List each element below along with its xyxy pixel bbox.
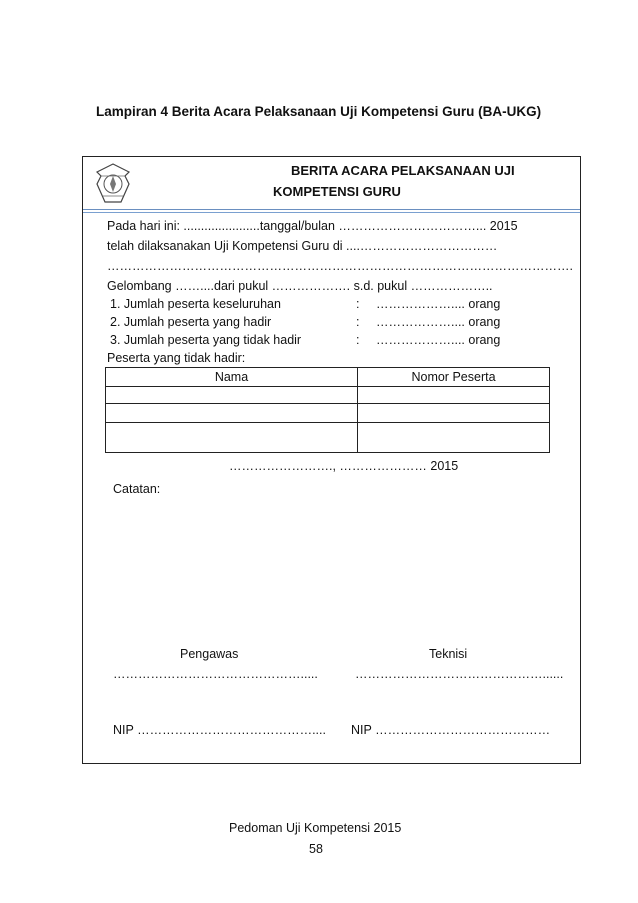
teknisi-nip-line: NIP …………………………………… xyxy=(351,723,551,737)
item-absent-label: 3. Jumlah peserta yang tidak hadir xyxy=(110,333,302,347)
table-cell xyxy=(358,387,550,404)
form-title-line-2: KOMPETENSI GURU xyxy=(273,184,401,199)
column-header-nama: Nama xyxy=(106,368,358,387)
title-separator xyxy=(83,209,580,210)
item-present-value: ……………….... orang xyxy=(376,315,501,329)
table-row xyxy=(106,387,550,404)
column-header-nomor-peserta: Nomor Peserta xyxy=(358,368,550,387)
item-absent-value: ……………….... orang xyxy=(376,333,501,347)
table-cell xyxy=(358,404,550,423)
table-row xyxy=(106,404,550,423)
page-heading: Lampiran 4 Berita Acara Pelaksanaan Uji Kompetensi Guru (BA-UKG) xyxy=(96,104,542,119)
table-header-row xyxy=(106,368,550,387)
day-date-line: Pada hari ini: ......................tanggal/bulan ……………………………... 2015 xyxy=(107,219,518,233)
table-cell xyxy=(358,423,550,453)
catatan-label: Catatan: xyxy=(113,482,161,496)
location-continuation-line: …………………………………………………………………………………………………. xyxy=(107,259,573,273)
item-total-colon: : xyxy=(356,297,360,311)
report-form-box xyxy=(82,156,581,764)
title-separator-second xyxy=(83,212,580,213)
absent-participants-table xyxy=(105,367,550,453)
location-line: telah dilaksanakan Uji Kompetensi Guru di ....…………………………… xyxy=(107,239,498,253)
page-number: 58 xyxy=(309,842,323,856)
item-total-label: 1. Jumlah peserta keseluruhan xyxy=(110,297,281,311)
pengawas-label: Pengawas xyxy=(180,647,239,661)
item-present-colon: : xyxy=(356,315,360,329)
tut-wuri-handayani-emblem-icon xyxy=(91,162,135,206)
form-title-line-1: BERITA ACARA PELAKSANAAN UJI xyxy=(291,163,515,178)
pengawas-signature-line: ………………………………………..... xyxy=(113,667,318,681)
footer-title: Pedoman Uji Kompetensi 2015 xyxy=(229,821,402,835)
session-time-line: Gelombang ……....dari pukul ………………. s.d. pukul ……………….. xyxy=(107,279,493,293)
table-cell xyxy=(106,423,358,453)
pengawas-nip-line: NIP …………………………………….... xyxy=(113,723,326,737)
table-cell xyxy=(106,404,358,423)
date-place-line: ……………………., ………………… 2015 xyxy=(229,459,459,473)
item-present-label: 2. Jumlah peserta yang hadir xyxy=(110,315,272,329)
item-absent-colon: : xyxy=(356,333,360,347)
table-row xyxy=(106,423,550,453)
table-cell xyxy=(106,387,358,404)
teknisi-signature-line: ………………………………………...... xyxy=(355,667,564,681)
item-total-value: ……………….... orang xyxy=(376,297,501,311)
teknisi-label: Teknisi xyxy=(429,647,468,661)
absent-participants-label: Peserta yang tidak hadir: xyxy=(107,351,246,365)
